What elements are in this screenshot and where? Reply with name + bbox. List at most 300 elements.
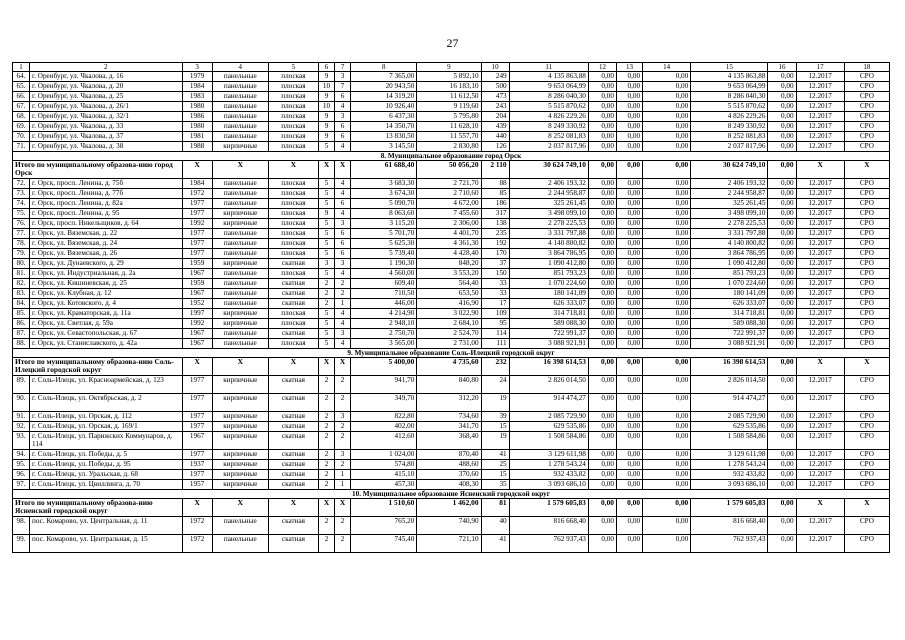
table-cell: 4 672,00 — [417, 199, 481, 209]
table-cell: 0,00 — [768, 432, 796, 450]
table-cell: 2 — [319, 299, 335, 309]
table-cell: СРО — [844, 329, 889, 339]
table-cell: 180 141,09 — [691, 289, 768, 299]
table-cell: 2 037 817,96 — [509, 142, 588, 152]
table-cell: 5 — [319, 179, 335, 189]
table-cell: 500 — [481, 82, 509, 92]
table-cell: 1967 — [182, 339, 212, 349]
table-cell: панельные — [212, 239, 268, 249]
table-cell: 2 524,70 — [417, 329, 481, 339]
table-cell: 19 — [481, 394, 509, 412]
table-cell: 816 668,40 — [691, 517, 768, 535]
table-cell: 0,00 — [588, 329, 616, 339]
table-cell: 6 — [335, 92, 351, 102]
table-cell: 12.2017 — [796, 92, 844, 102]
table-cell: кирпичные — [212, 480, 268, 490]
table-cell: 12.2017 — [796, 102, 844, 112]
table-cell: 2 826 014,50 — [509, 376, 588, 394]
table-cell: кирпичные — [212, 450, 268, 460]
table-cell: 408,30 — [417, 480, 481, 490]
table-cell: 312,20 — [417, 394, 481, 412]
table-cell: 0,00 — [616, 229, 642, 239]
table-cell: 0,00 — [588, 189, 616, 199]
table-cell: 0,00 — [768, 517, 796, 535]
table-cell: 1967 — [182, 289, 212, 299]
table-cell: СРО — [844, 259, 889, 269]
table-cell: 2 085 729,90 — [509, 412, 588, 422]
table-cell: 2 — [335, 376, 351, 394]
table-cell: 0,00 — [643, 339, 691, 349]
table-cell: 87. — [13, 329, 30, 339]
table-cell: 1980 — [182, 102, 212, 112]
table-cell: 1984 — [182, 82, 212, 92]
table-cell: 415,10 — [351, 470, 417, 480]
table-cell: 33 — [481, 279, 509, 289]
table-cell: скатная — [268, 299, 318, 309]
table-cell: плоская — [268, 132, 318, 142]
table-cell: 4 — [335, 189, 351, 199]
table-cell: 2 — [319, 470, 335, 480]
section-heading-row — [13, 349, 890, 358]
table-cell: 4 — [335, 269, 351, 279]
table-cell: 12.2017 — [796, 412, 844, 422]
table-cell: 1977 — [182, 470, 212, 480]
table-cell: X — [182, 161, 212, 179]
table-cell: 745,40 — [351, 535, 417, 553]
table-cell: 0,00 — [616, 259, 642, 269]
table-cell: 8 286 040,30 — [509, 92, 588, 102]
table-cell: 3 565,00 — [351, 339, 417, 349]
table-cell: 89. — [13, 376, 30, 394]
table-cell: 0,00 — [643, 517, 691, 535]
table-cell: 8 286 040,30 — [691, 92, 768, 102]
table-cell: 78. — [13, 239, 30, 249]
table-cell: скатная — [268, 412, 318, 422]
table-cell: скатная — [268, 480, 318, 490]
table-cell: 589 088,30 — [691, 319, 768, 329]
table-cell: 0,00 — [643, 249, 691, 259]
table-cell: 91. — [13, 412, 30, 422]
table-cell: 488,60 — [417, 460, 481, 470]
table-cell: 0,00 — [588, 72, 616, 82]
table-cell: 72. — [13, 179, 30, 189]
table-cell: 83. — [13, 289, 30, 299]
table-cell: 0,00 — [616, 179, 642, 189]
table-cell: 16 398 614,53 — [691, 358, 768, 376]
table-cell: 12.2017 — [796, 132, 844, 142]
table-cell: 0,00 — [588, 339, 616, 349]
table-cell: 0,00 — [643, 269, 691, 279]
column-header: 1 — [13, 63, 30, 72]
table-cell: СРО — [844, 122, 889, 132]
table-cell: 3 864 786,95 — [509, 249, 588, 259]
table-cell: 1 — [335, 470, 351, 480]
table-cell: 0,00 — [643, 189, 691, 199]
table-cell: 5 400,00 — [351, 358, 417, 376]
table-cell: плоская — [268, 92, 318, 102]
table-cell: 1981 — [182, 132, 212, 142]
table-cell: скатная — [268, 470, 318, 480]
table-cell: 6 — [335, 249, 351, 259]
table-cell: 4 135 863,88 — [691, 72, 768, 82]
table-cell: 0,00 — [768, 358, 796, 376]
table-cell: 5 515 870,62 — [509, 102, 588, 112]
table-cell: 0,00 — [588, 376, 616, 394]
table-cell: 249 — [481, 72, 509, 82]
table-cell: 2 — [335, 279, 351, 289]
table-row — [13, 517, 890, 535]
table-cell: 1952 — [182, 299, 212, 309]
table-cell: 0,00 — [643, 122, 691, 132]
table-cell: СРО — [844, 470, 889, 480]
table-cell: СРО — [844, 309, 889, 319]
table-cell: 2 278 225,53 — [691, 219, 768, 229]
table-cell: 2 — [319, 535, 335, 553]
table-cell: 4 — [335, 309, 351, 319]
table-cell: СРО — [844, 517, 889, 535]
column-header: 12 — [588, 63, 616, 72]
table-cell: плоская — [268, 189, 318, 199]
table-cell: 86. — [13, 319, 30, 329]
table-cell: 0,00 — [768, 450, 796, 460]
table-cell: 3 — [335, 412, 351, 422]
table-cell: 2 — [335, 289, 351, 299]
table-cell: 12.2017 — [796, 289, 844, 299]
table-cell: 7 365,00 — [351, 72, 417, 82]
table-cell: X — [268, 161, 318, 179]
table-cell: 12.2017 — [796, 517, 844, 535]
table-cell: 9 653 064,99 — [509, 82, 588, 92]
table-cell: 0,00 — [616, 412, 642, 422]
table-cell: 3 093 686,10 — [509, 480, 588, 490]
table-cell: 0,00 — [616, 239, 642, 249]
table-cell: 82. — [13, 279, 30, 289]
table-cell: 6 — [335, 122, 351, 132]
table-cell: 368,40 — [417, 432, 481, 450]
table-cell: 1 278 543,24 — [691, 460, 768, 470]
table-cell: 722 991,37 — [691, 329, 768, 339]
table-cell: 1 090 412,80 — [691, 259, 768, 269]
table-cell: 7 — [335, 82, 351, 92]
table-cell: СРО — [844, 394, 889, 412]
table-cell: панельные — [212, 132, 268, 142]
address-cell: пос. Комарово, ул. Центральная, д. 15 — [30, 535, 183, 553]
table-cell: 0,00 — [768, 102, 796, 112]
table-cell: 2 948,10 — [351, 319, 417, 329]
table-cell: 1988 — [182, 142, 212, 152]
table-cell: 914 474,27 — [509, 394, 588, 412]
table-cell: 0,00 — [768, 92, 796, 102]
table-cell: 0,00 — [588, 82, 616, 92]
table-cell: 765,20 — [351, 517, 417, 535]
table-cell: 3 331 797,88 — [509, 229, 588, 239]
table-cell: 0,00 — [616, 358, 642, 376]
table-cell: панельные — [212, 179, 268, 189]
table-cell: скатная — [268, 376, 318, 394]
table-cell: 2 — [319, 289, 335, 299]
table-cell: 3 — [335, 329, 351, 339]
table-cell: 1980 — [182, 122, 212, 132]
table-cell: 25 — [481, 460, 509, 470]
table-cell: 932 433,82 — [509, 470, 588, 480]
table-cell: 0,00 — [616, 279, 642, 289]
table-cell: 0,00 — [616, 329, 642, 339]
table-cell: X — [268, 358, 318, 376]
table-cell: 126 — [481, 142, 509, 152]
table-cell: 0,00 — [643, 92, 691, 102]
address-cell: г. Соль-Илецк, ул. Красноармейская, д. 123 — [30, 376, 183, 394]
table-cell: 4 826 229,26 — [691, 112, 768, 122]
column-header: 3 — [182, 63, 212, 72]
table-cell: 80. — [13, 259, 30, 269]
table-cell: 0,00 — [588, 132, 616, 142]
table-cell: 2 — [319, 279, 335, 289]
table-cell: 2 684,10 — [417, 319, 481, 329]
table-cell: X — [319, 358, 335, 376]
subtotal-label: Итого по муниципальному образова-нию город Орск — [13, 161, 183, 179]
table-cell: панельные — [212, 339, 268, 349]
table-cell: 12.2017 — [796, 112, 844, 122]
table-cell: панельные — [212, 269, 268, 279]
table-cell: 473 — [481, 92, 509, 102]
table-cell: панельные — [212, 249, 268, 259]
column-header: 17 — [796, 63, 844, 72]
table-cell: 0,00 — [768, 209, 796, 219]
table-cell: 0,00 — [643, 432, 691, 450]
table-cell: 2 — [335, 535, 351, 553]
table-cell: 5 739,40 — [351, 249, 417, 259]
table-cell: 0,00 — [643, 102, 691, 112]
table-row — [13, 432, 890, 450]
table-cell: кирпичные — [212, 319, 268, 329]
table-cell: 0,00 — [643, 229, 691, 239]
table-cell: 629 535,86 — [691, 422, 768, 432]
table-cell: 4 — [335, 339, 351, 349]
table-cell: 2 — [319, 412, 335, 422]
table-cell: 1 579 605,83 — [509, 499, 588, 517]
table-cell: 5 795,80 — [417, 112, 481, 122]
table-cell: 1977 — [182, 239, 212, 249]
address-cell: г. Орск, ул. Индустриальная, д. 2а — [30, 269, 183, 279]
table-cell: X — [335, 161, 351, 179]
table-cell: 3 129 611,98 — [691, 450, 768, 460]
table-cell: 574,80 — [351, 460, 417, 470]
table-cell: 0,00 — [616, 460, 642, 470]
table-row — [13, 239, 890, 249]
table-cell: 1 508 584,86 — [509, 432, 588, 450]
table-cell: 0,00 — [616, 499, 642, 517]
table-row — [13, 329, 890, 339]
table-row — [13, 269, 890, 279]
table-cell: 12.2017 — [796, 339, 844, 349]
table-cell: 10 — [319, 82, 335, 92]
table-cell: 96. — [13, 470, 30, 480]
table-cell: 12.2017 — [796, 470, 844, 480]
address-cell: г. Оренбург, ул. Чкалова, д. 32/1 — [30, 112, 183, 122]
table-cell: 0,00 — [643, 412, 691, 422]
table-cell: 0,00 — [768, 422, 796, 432]
table-cell: 8 252 081,83 — [691, 132, 768, 142]
table-cell: 734,60 — [417, 412, 481, 422]
table-cell: 81. — [13, 269, 30, 279]
table-cell: 73. — [13, 189, 30, 199]
subtotal-label: Итого по муниципальному образова-нию Соль-Илецкий городской округ — [13, 358, 183, 376]
table-cell: 0,00 — [616, 122, 642, 132]
table-cell: 0,00 — [588, 239, 616, 249]
table-cell: 12.2017 — [796, 219, 844, 229]
table-cell: 12.2017 — [796, 309, 844, 319]
column-header: 8 — [351, 63, 417, 72]
table-cell: панельные — [212, 535, 268, 553]
table-cell: 0,00 — [588, 179, 616, 189]
table-cell: 1 278 543,24 — [509, 460, 588, 470]
table-cell: 4 — [335, 102, 351, 112]
table-cell: 1967 — [182, 432, 212, 450]
address-cell: г. Орск, ул. Клубная, д. 12 — [30, 289, 183, 299]
table-cell: 14 350,70 — [351, 122, 417, 132]
table-cell: панельные — [212, 517, 268, 535]
table-cell: СРО — [844, 535, 889, 553]
table-cell: 0,00 — [768, 289, 796, 299]
table-cell: 85 — [481, 189, 509, 199]
table-cell: 69. — [13, 122, 30, 132]
table-cell: 3 088 921,91 — [509, 339, 588, 349]
address-cell: г. Орск, ул. Вяземская, д. 26 — [30, 249, 183, 259]
table-row — [13, 179, 890, 189]
table-cell: 75. — [13, 209, 30, 219]
table-cell: 740,90 — [417, 517, 481, 535]
table-cell: 0,00 — [643, 112, 691, 122]
table-cell: X — [212, 161, 268, 179]
table-cell: 84. — [13, 299, 30, 309]
table-cell: СРО — [844, 450, 889, 460]
table-cell: 88 — [481, 179, 509, 189]
address-cell: г. Оренбург, ул. Чкалова, д. 16 — [30, 72, 183, 82]
table-cell: СРО — [844, 376, 889, 394]
table-cell: 12.2017 — [796, 179, 844, 189]
address-cell: г. Орск, ул. Краматорская, д. 11а — [30, 309, 183, 319]
table-cell: 626 333,07 — [509, 299, 588, 309]
table-cell: 1977 — [182, 229, 212, 239]
table-cell: 41 — [481, 535, 509, 553]
table-cell: скатная — [268, 394, 318, 412]
table-cell: кирпичные — [212, 209, 268, 219]
table-cell: 439 — [481, 122, 509, 132]
table-row — [13, 470, 890, 480]
table-cell: 0,00 — [588, 394, 616, 412]
table-cell: 0,00 — [768, 112, 796, 122]
table-cell: кирпичные — [212, 422, 268, 432]
table-cell: 0,00 — [588, 259, 616, 269]
address-cell: г. Оренбург, ул. Чкалова, д. 25 — [30, 92, 183, 102]
table-cell: 9 653 064,99 — [691, 82, 768, 92]
table-cell: 762 937,43 — [691, 535, 768, 553]
table-cell: 0,00 — [768, 82, 796, 92]
column-header: 10 — [481, 63, 509, 72]
address-cell: г. Орск, ул. Вяземская, д. 22 — [30, 229, 183, 239]
table-cell: 932 433,82 — [691, 470, 768, 480]
table-cell: СРО — [844, 189, 889, 199]
table-cell: 2 — [335, 422, 351, 432]
table-cell: X — [182, 499, 212, 517]
table-cell: СРО — [844, 432, 889, 450]
table-cell: 0,00 — [643, 422, 691, 432]
table-cell: 71. — [13, 142, 30, 152]
table-cell: 170 — [481, 249, 509, 259]
table-cell: 5 — [319, 339, 335, 349]
table-cell: 0,00 — [588, 450, 616, 460]
table-cell: 2 — [319, 432, 335, 450]
table-cell: плоская — [268, 239, 318, 249]
table-cell: 8 249 330,92 — [509, 122, 588, 132]
table-cell: 0,00 — [768, 470, 796, 480]
table-cell: 1977 — [182, 412, 212, 422]
address-cell: г. Оренбург, ул. Чкалова, д. 20 — [30, 82, 183, 92]
table-cell: 653,50 — [417, 289, 481, 299]
table-cell: СРО — [844, 142, 889, 152]
table-cell: 3 093 686,10 — [691, 480, 768, 490]
table-row — [13, 450, 890, 460]
table-cell: 14 319,20 — [351, 92, 417, 102]
table-cell: 150 — [481, 269, 509, 279]
table-cell: 111 — [481, 339, 509, 349]
table-cell: 1972 — [182, 189, 212, 199]
table-row — [13, 122, 890, 132]
table-cell: 20 943,50 — [351, 82, 417, 92]
table-cell: 4 — [335, 209, 351, 219]
column-header: 9 — [417, 63, 481, 72]
address-cell: г. Соль-Илецк, ул. Орская, д. 112 — [30, 412, 183, 422]
table-cell: 1977 — [182, 394, 212, 412]
table-cell: 0,00 — [616, 422, 642, 432]
table-cell: 0,00 — [588, 319, 616, 329]
table-cell: 4 361,30 — [417, 239, 481, 249]
table-cell: СРО — [844, 102, 889, 112]
table-cell: 70. — [13, 132, 30, 142]
table-cell: 12.2017 — [796, 189, 844, 199]
address-cell: пос. Комарово, ул. Центральная, д. 11 — [30, 517, 183, 535]
table-row — [13, 376, 890, 394]
table-cell: 9 — [319, 72, 335, 82]
table-cell: 94. — [13, 450, 30, 460]
table-cell: скатная — [268, 329, 318, 339]
table-cell: 0,00 — [616, 432, 642, 450]
table-cell: 2 — [319, 376, 335, 394]
table-cell: 76. — [13, 219, 30, 229]
table-cell: 3 022,90 — [417, 309, 481, 319]
table-cell: 1977 — [182, 199, 212, 209]
table-cell: 0,00 — [616, 535, 642, 553]
table-cell: 138 — [481, 219, 509, 229]
table-cell: 5 — [319, 269, 335, 279]
table-cell: 4 401,70 — [417, 229, 481, 239]
table-cell: 41 — [481, 450, 509, 460]
table-cell: 4 428,40 — [417, 249, 481, 259]
table-cell: 12.2017 — [796, 450, 844, 460]
table-cell: СРО — [844, 289, 889, 299]
table-cell: 412,60 — [351, 432, 417, 450]
table-cell: 851 793,23 — [691, 269, 768, 279]
table-cell: 12.2017 — [796, 259, 844, 269]
table-cell: X — [319, 499, 335, 517]
table-cell: 446,00 — [351, 299, 417, 309]
column-header: 13 — [616, 63, 642, 72]
table-cell: 0,00 — [643, 499, 691, 517]
table-cell: 50 056,20 — [417, 161, 481, 179]
table-cell: СРО — [844, 199, 889, 209]
table-cell: 19 — [481, 432, 509, 450]
table-cell: панельные — [212, 199, 268, 209]
